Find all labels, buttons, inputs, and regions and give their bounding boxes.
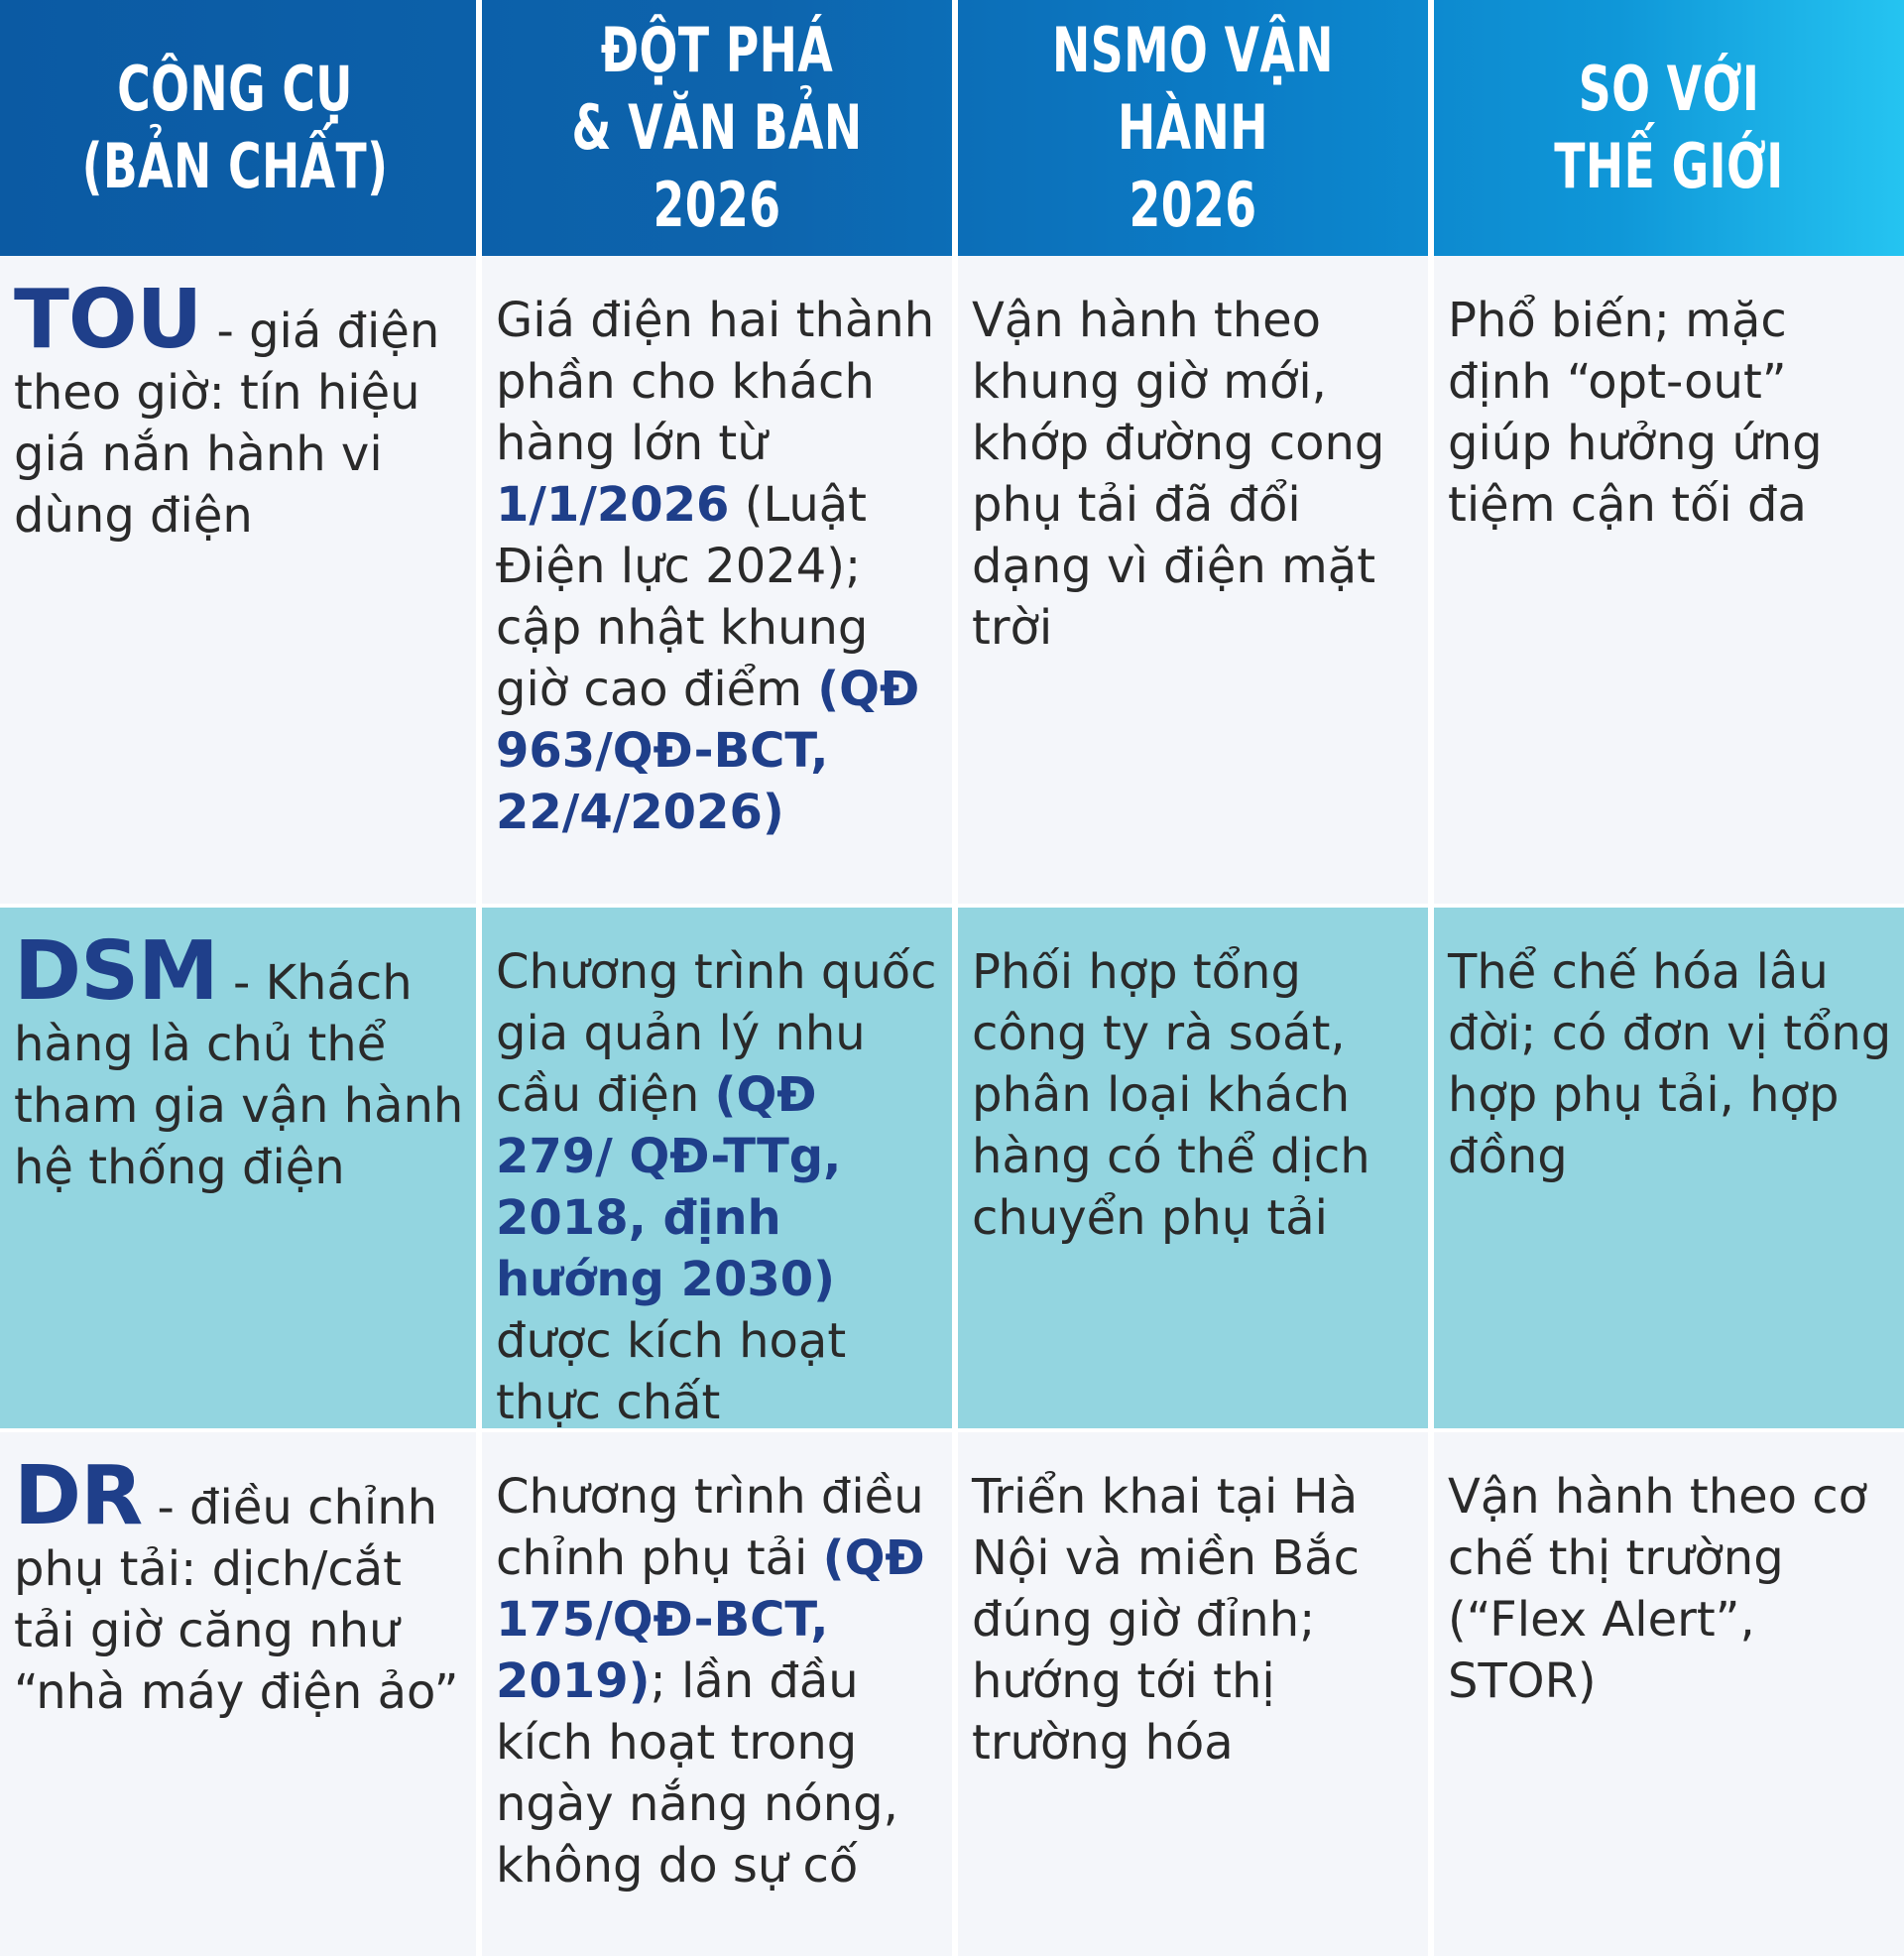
tool-desc: - Khách hàng là chủ thể tham gia vận hành hệ thống điện [14,955,464,1195]
tool-desc: - điều chỉnh phụ tải: dịch/cắt tải giờ căng như “nhà máy điện ảo” [14,1480,459,1720]
table-row-tou-tool [0,256,476,904]
header-world: SO VỚI THẾ GIỚI [1554,53,1784,202]
tool-name-tou: TOU [14,273,202,367]
table-row-dsm-breakthrough: Chương trình quốc gia quản lý nhu cầu điện (QĐ 279/ QĐ-TTg, 2018, định hướng 2030) được kích hoạt thực chất [482,908,952,1428]
table-row-dr-breakthrough: Chương trình điều chỉnh phụ tải (QĐ 175/QĐ-BCT, 2019); lần đầu kích hoạt trong ngày nắng nóng, không do sự cố [482,1432,952,1956]
table-row-dsm-nsmo: Phối hợp tổng công ty rà soát, phân loại khách hàng có thể dịch chuyển phụ tải [958,908,1428,1428]
table-row-tou-nsmo: Vận hành theo khung giờ mới, khớp đường cong phụ tải đã đổi dạng vì điện mặt trời [958,256,1428,904]
table-row-tou-world: Phổ biến; mặc định “opt-out” giúp hưởng ứng tiệm cận tối đa [1434,256,1904,904]
header-nsmo: NSMO VẬN HÀNH 2026 [1052,14,1334,241]
table-row-dr-nsmo: Triển khai tại Hà Nội và miền Bắc đúng giờ đỉnh; hướng tới thị trường hóa [958,1432,1428,1956]
tool-desc: - giá điện theo giờ: tín hiệu giá nắn hành vi dùng điện [14,304,440,544]
table-row-dsm-tool [0,908,476,1428]
table-row-dr-tool [0,1432,476,1956]
header-tool: CÔNG CỤ (BẢN CHẤT) [81,53,389,202]
table-row-dsm-world: Thể chế hóa lâu đời; có đơn vị tổng hợp phụ tải, hợp đồng [1434,908,1904,1428]
tool-name-dsm: DSM [14,924,218,1019]
table-row-dr-world: Vận hành theo cơ chế thị trường (“Flex Alert”, STOR) [1434,1432,1904,1956]
table-row-tou-breakthrough: Giá điện hai thành phần cho khách hàng lớn từ 1/1/2026 (Luật Điện lực 2024); cập nhật khung giờ cao điểm (QĐ 963/QĐ-BCT, 22/4/2026) [482,256,952,904]
tool-name-dr: DR [14,1449,143,1543]
header-breakthrough: ĐỘT PHÁ & VĂN BẢN 2026 [571,14,863,241]
